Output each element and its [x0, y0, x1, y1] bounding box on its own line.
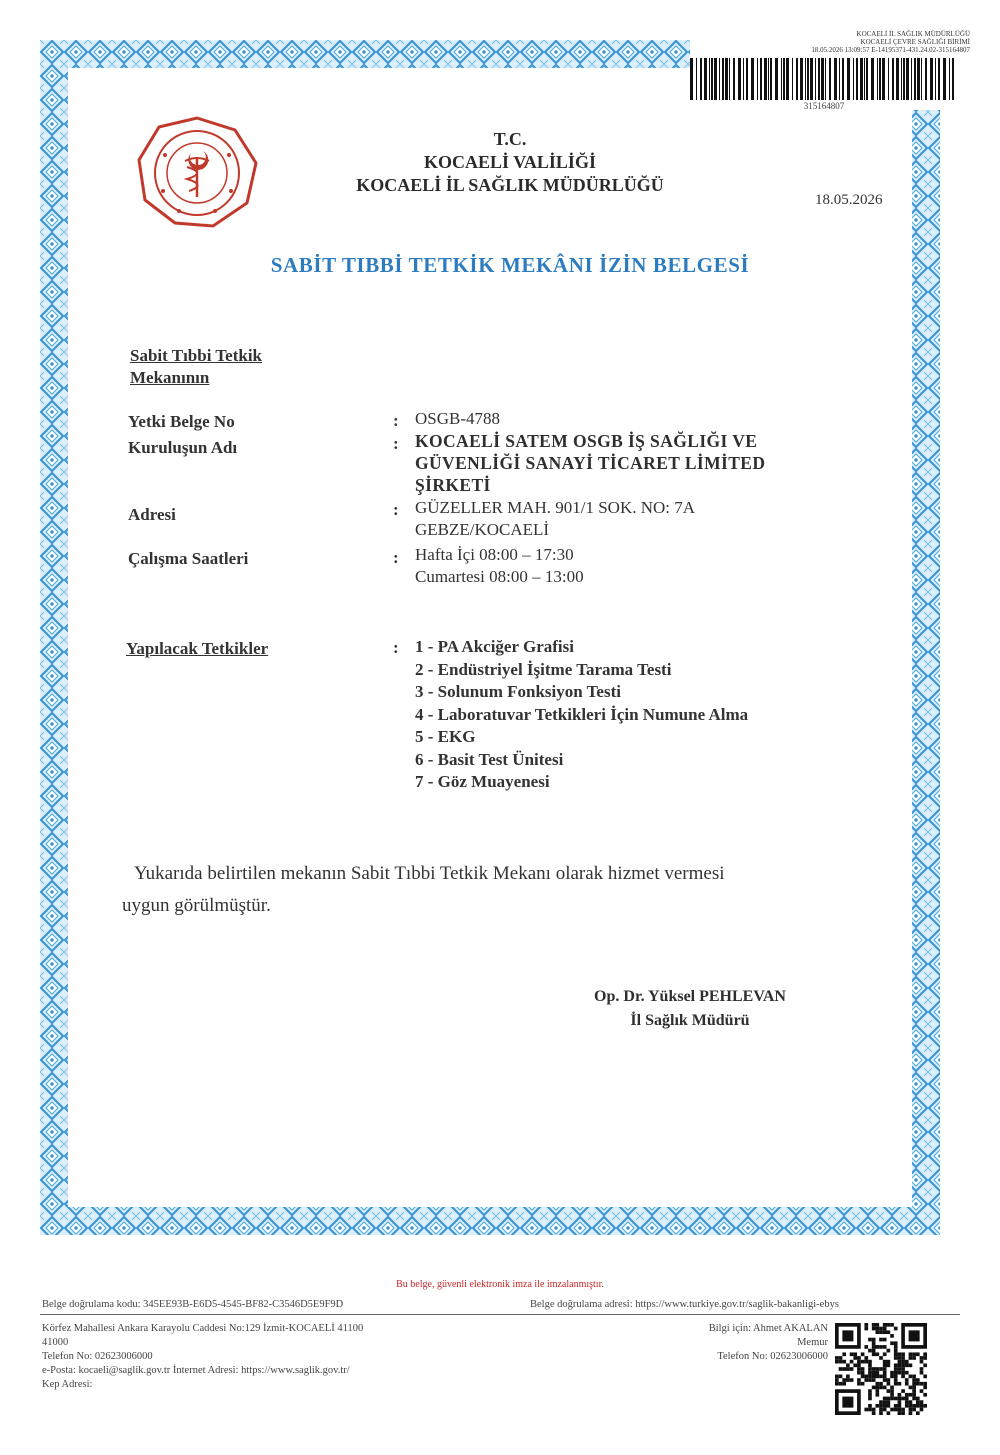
ministry-logo-icon [135, 115, 260, 230]
verify-address[interactable]: Belge doğrulama adresi: https://www.turkiye.gov.tr/saglik-bakanligi-ebys [530, 1299, 839, 1310]
document-title: SABİT TIBBİ TETKİK MEKÂNI İZİN BELGESİ [270, 253, 750, 277]
kurulus-line-1: KOCAELİ SATEM OSGB İŞ SAĞLIĞI VE [415, 431, 758, 451]
kurulus-line-2: GÜVENLİĞİ SANAYİ TİCARET LİMİTED [415, 453, 766, 473]
tests-label: Yapılacak Tetkikler [126, 639, 269, 658]
section-heading [130, 345, 262, 389]
barcode-icon [690, 58, 958, 100]
test-item: 7 - Göz Muayenesi [415, 772, 550, 791]
section-heading-line-2: Mekanının [130, 368, 210, 387]
approval-text [122, 858, 862, 922]
stamp-line-2: KOCAELİ ÇEVRE SAĞLIĞI BİRİMİ [860, 38, 970, 46]
adres-value [415, 497, 695, 541]
adres-line-2: GEBZE/KOCAELİ [415, 520, 550, 539]
phone: Telefon No: 02623006000 [42, 1351, 153, 1362]
info-block [640, 1322, 828, 1364]
signatory-name: Op. Dr. Yüksel PEHLEVAN [594, 988, 786, 1005]
signatory-title: İl Sağlık Müdürü [630, 1012, 750, 1029]
saat-line-2: Cumartesi 08:00 – 13:00 [415, 567, 584, 586]
info-phone: Telefon No: 02623006000 [717, 1351, 828, 1362]
header-tc: T.C. [493, 129, 527, 149]
test-item: 1 - PA Akciğer Grafisi [415, 637, 574, 656]
saat-label: Çalışma Saatleri [128, 549, 249, 568]
esign-note: Bu belge, güvenli elektronik imza ile imzalanmıştır. [396, 1279, 604, 1290]
footer-divider [40, 1314, 960, 1315]
saat-line-1: Hafta İçi 08:00 – 17:30 [415, 545, 574, 564]
barcode-number: 315164807 [803, 101, 845, 111]
stamp-line-1: KOCAELİ İL SAĞLIK MÜDÜRLÜĞÜ [856, 30, 970, 38]
contact-block [42, 1322, 363, 1392]
header-valilik: KOCAELİ VALİLİĞİ [424, 152, 596, 172]
section-heading-line-1: Sabit Tıbbi Tetkik [130, 346, 262, 365]
adres-label: Adresi [128, 505, 176, 524]
info-for: Bilgi için: Ahmet AKALAN [708, 1323, 828, 1334]
header-mudurluk: KOCAELİ İL SAĞLIK MÜDÜRLÜĞÜ [356, 175, 664, 195]
belge-no-label: Yetki Belge No [128, 412, 235, 431]
colon: : [393, 638, 399, 657]
email[interactable]: e-Posta: kocaeli@saglik.gov.tr İnternet Adresi: https://www.saglik.gov.tr/ [42, 1365, 350, 1376]
approval-line-2: uygun görülmüştür. [122, 895, 271, 916]
kurulus-value [415, 430, 855, 496]
tests-list [415, 636, 748, 794]
kurulus-line-3: ŞİRKETİ [415, 475, 491, 495]
test-item: 4 - Laboratuvar Tetkikleri İçin Numune Alma [415, 704, 749, 724]
qr-code-icon[interactable] [835, 1323, 927, 1415]
info-role: Memur [797, 1337, 828, 1348]
kurulus-label: Kuruluşun Adı [128, 438, 238, 457]
test-item: 2 - Endüstriyel İşitme Tarama Testi [415, 659, 672, 679]
approval-line-1: Yukarıda belirtilen mekanın Sabit Tıbbi Tetkik Mekanı olarak hizmet vermesi [134, 863, 725, 884]
test-item: 5 - EKG [415, 727, 476, 746]
adres-line-1: GÜZELLER MAH. 901/1 SOK. NO: 7A [415, 498, 696, 517]
test-item: 6 - Basit Test Ünitesi [415, 749, 564, 769]
colon: : [393, 434, 399, 453]
saat-value [415, 544, 584, 588]
verify-code: Belge doğrulama kodu: 345EE93B-E6D5-4545-BF82-C3546D5E9F9D [42, 1299, 344, 1310]
registry-stamp [690, 30, 970, 54]
colon: : [393, 411, 399, 430]
address-line-2: 41000 [42, 1337, 69, 1348]
document-date: 18.05.2026 [815, 192, 883, 208]
stamp-line-3: 18.05.2026 13:09:57 E-14195371-431.24.02-315164807 [811, 46, 970, 54]
kep-address: Kep Adresi: [42, 1379, 93, 1390]
belge-no-value: OSGB-4788 [415, 409, 501, 428]
colon: : [393, 500, 399, 519]
colon: : [393, 548, 399, 567]
test-item: 3 - Solunum Fonksiyon Testi [415, 682, 621, 701]
address-line-1: Körfez Mahallesi Ankara Karayolu Caddesi No:129 İzmit-KOCAELİ 41100 [42, 1323, 364, 1334]
